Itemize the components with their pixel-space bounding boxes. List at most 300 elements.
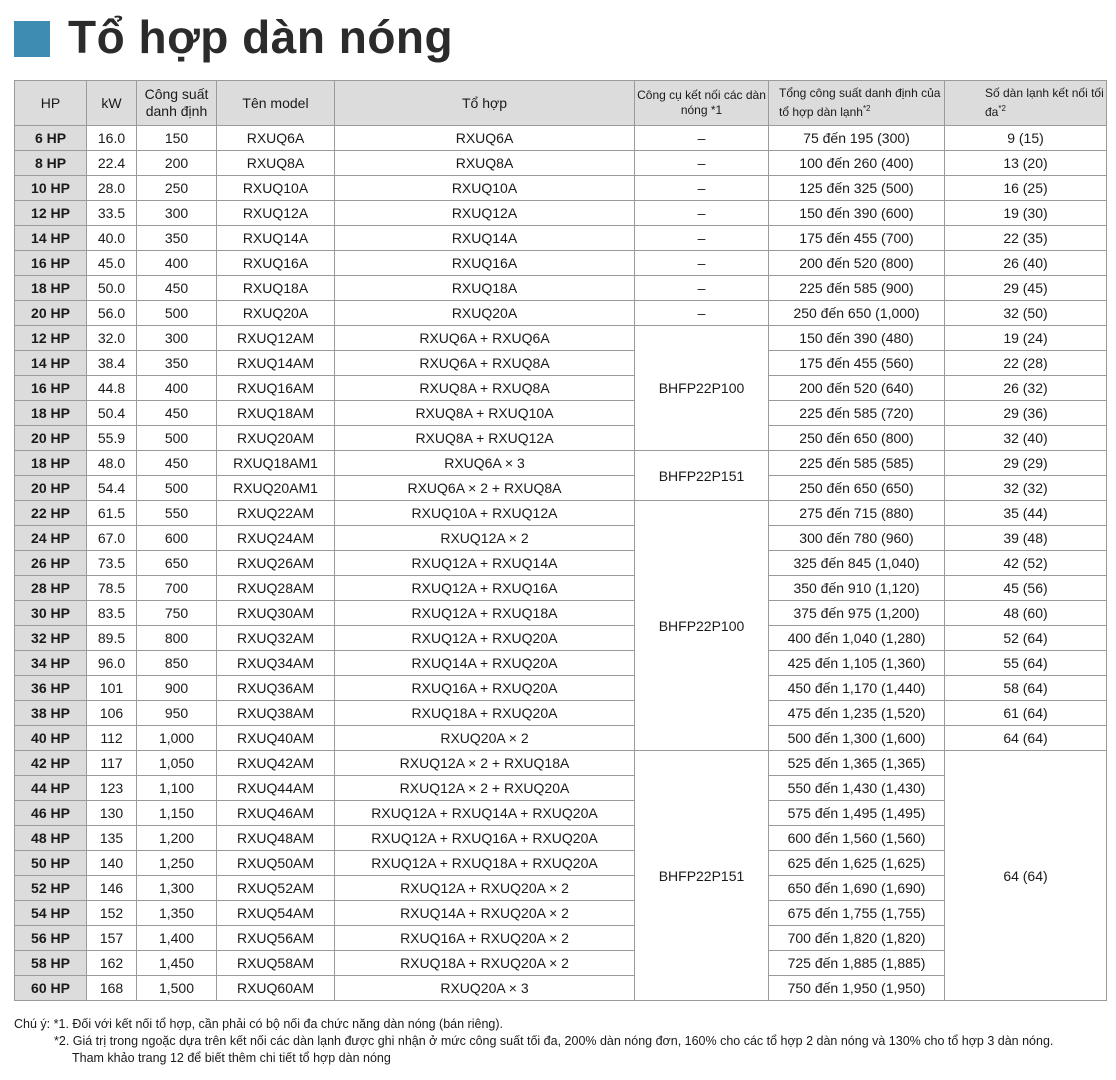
cell-model: RXUQ60AM (217, 976, 335, 1001)
cell-model: RXUQ14A (217, 226, 335, 251)
cell-capacity: 450 (137, 401, 217, 426)
cell-combo: RXUQ10A + RXUQ12A (335, 501, 635, 526)
cell-capacity: 750 (137, 601, 217, 626)
footnote-1 (14, 1016, 1053, 1033)
table-row (15, 201, 1107, 226)
cell-capacity: 1,250 (137, 851, 217, 876)
cell-hp: 10 HP (15, 176, 87, 201)
table-row (15, 426, 1107, 451)
table-row (15, 176, 1107, 201)
table-row (15, 151, 1107, 176)
cell-combo: RXUQ8A + RXUQ10A (335, 401, 635, 426)
cell-total: 250 đến 650 (650) (769, 476, 945, 501)
table-row (15, 401, 1107, 426)
cell-hp: 42 HP (15, 751, 87, 776)
table-row (15, 776, 1107, 801)
cell-total: 250 đến 650 (1,000) (769, 301, 945, 326)
cell-total: 750 đến 1,950 (1,950) (769, 976, 945, 1001)
cell-total: 575 đến 1,495 (1,495) (769, 801, 945, 826)
cell-total: 700 đến 1,820 (1,820) (769, 926, 945, 951)
cell-model: RXUQ18AM (217, 401, 335, 426)
cell-total: 300 đến 780 (960) (769, 526, 945, 551)
cell-capacity: 500 (137, 476, 217, 501)
cell-model: RXUQ6A (217, 126, 335, 151)
table-row (15, 826, 1107, 851)
cell-model: RXUQ26AM (217, 551, 335, 576)
cell-hp: 32 HP (15, 626, 87, 651)
table-row (15, 876, 1107, 901)
cell-kw: 146 (87, 876, 137, 901)
cell-max: 42 (52) (945, 551, 1107, 576)
cell-capacity: 1,200 (137, 826, 217, 851)
cell-capacity: 1,100 (137, 776, 217, 801)
cell-capacity: 200 (137, 151, 217, 176)
cell-capacity: 900 (137, 676, 217, 701)
cell-total: 200 đến 520 (640) (769, 376, 945, 401)
cell-hp: 50 HP (15, 851, 87, 876)
table-row (15, 626, 1107, 651)
cell-tool: BHFP22P151 (635, 451, 769, 501)
cell-combo: RXUQ8A + RXUQ8A (335, 376, 635, 401)
cell-capacity: 1,150 (137, 801, 217, 826)
cell-model: RXUQ18A (217, 276, 335, 301)
cell-model: RXUQ14AM (217, 351, 335, 376)
table-row (15, 451, 1107, 476)
cell-tool: BHFP22P100 (635, 501, 769, 751)
cell-combo: RXUQ12A + RXUQ18A + RXUQ20A (335, 851, 635, 876)
cell-total: 175 đến 455 (560) (769, 351, 945, 376)
cell-combo: RXUQ12A + RXUQ20A × 2 (335, 876, 635, 901)
cell-total: 150 đến 390 (600) (769, 201, 945, 226)
cell-max: 19 (24) (945, 326, 1107, 351)
footnote-2: *2. Giá trị trong ngoặc dựa trên kết nối các dàn lạnh được ghi nhận ở mức công suất tối đa, 200% dàn nóng đơn, 160% cho các tổ hợp 2 dàn nóng và 130% cho tổ hợp 3 dàn nóng. (54, 1034, 1054, 1048)
header-connection-tool-label: Công cụ kết nối các dàn nóng *1 (637, 88, 766, 117)
cell-model: RXUQ44AM (217, 776, 335, 801)
cell-kw: 73.5 (87, 551, 137, 576)
cell-model: RXUQ22AM (217, 501, 335, 526)
cell-tool: – (635, 201, 769, 226)
cell-combo: RXUQ14A + RXUQ20A × 2 (335, 901, 635, 926)
cell-max: 48 (60) (945, 601, 1107, 626)
cell-hp: 34 HP (15, 651, 87, 676)
cell-capacity: 1,300 (137, 876, 217, 901)
cell-kw: 38.4 (87, 351, 137, 376)
cell-hp: 46 HP (15, 801, 87, 826)
cell-hp: 8 HP (15, 151, 87, 176)
cell-tool: BHFP22P151 (635, 751, 769, 1001)
cell-total: 425 đến 1,105 (1,360) (769, 651, 945, 676)
table-row (15, 851, 1107, 876)
cell-max: 32 (50) (945, 301, 1107, 326)
cell-capacity: 450 (137, 276, 217, 301)
cell-total: 125 đến 325 (500) (769, 176, 945, 201)
cell-model: RXUQ56AM (217, 926, 335, 951)
cell-total: 500 đến 1,300 (1,600) (769, 726, 945, 751)
outdoor-combination-table (14, 80, 1107, 1001)
cell-model: RXUQ20AM1 (217, 476, 335, 501)
cell-capacity: 150 (137, 126, 217, 151)
cell-capacity: 1,450 (137, 951, 217, 976)
cell-combo: RXUQ12A × 2 + RXUQ20A (335, 776, 635, 801)
cell-combo: RXUQ6A + RXUQ6A (335, 326, 635, 351)
cell-capacity: 1,050 (137, 751, 217, 776)
table-row (15, 676, 1107, 701)
cell-kw: 96.0 (87, 651, 137, 676)
table-row (15, 726, 1107, 751)
cell-max: 9 (15) (945, 126, 1107, 151)
header-capacity-label: Công suất danh định (144, 86, 209, 119)
footnote-3: Tham khảo trang 12 để biết thêm chi tiết tổ hợp dàn nóng (72, 1051, 391, 1065)
cell-max: 29 (45) (945, 276, 1107, 301)
cell-total: 375 đến 975 (1,200) (769, 601, 945, 626)
cell-kw: 140 (87, 851, 137, 876)
cell-max: 39 (48) (945, 526, 1107, 551)
cell-hp: 22 HP (15, 501, 87, 526)
cell-kw: 16.0 (87, 126, 137, 151)
cell-combo: RXUQ6A + RXUQ8A (335, 351, 635, 376)
cell-tool: – (635, 126, 769, 151)
table-row (15, 801, 1107, 826)
cell-kw: 55.9 (87, 426, 137, 451)
cell-hp: 28 HP (15, 576, 87, 601)
cell-total: 150 đến 390 (480) (769, 326, 945, 351)
cell-capacity: 450 (137, 451, 217, 476)
cell-kw: 50.0 (87, 276, 137, 301)
cell-kw: 112 (87, 726, 137, 751)
cell-kw: 83.5 (87, 601, 137, 626)
cell-combo: RXUQ18A + RXUQ20A × 2 (335, 951, 635, 976)
cell-combo: RXUQ8A + RXUQ12A (335, 426, 635, 451)
cell-kw: 28.0 (87, 176, 137, 201)
cell-combo: RXUQ12A + RXUQ20A (335, 626, 635, 651)
cell-tool: – (635, 276, 769, 301)
cell-hp: 36 HP (15, 676, 87, 701)
cell-model: RXUQ20AM (217, 426, 335, 451)
cell-max: 45 (56) (945, 576, 1107, 601)
cell-capacity: 400 (137, 376, 217, 401)
cell-capacity: 800 (137, 626, 217, 651)
cell-total: 200 đến 520 (800) (769, 251, 945, 276)
cell-combo: RXUQ12A + RXUQ14A + RXUQ20A (335, 801, 635, 826)
cell-kw: 54.4 (87, 476, 137, 501)
cell-capacity: 500 (137, 301, 217, 326)
cell-total: 100 đến 260 (400) (769, 151, 945, 176)
cell-combo: RXUQ18A + RXUQ20A (335, 701, 635, 726)
cell-total: 75 đến 195 (300) (769, 126, 945, 151)
cell-max: 26 (32) (945, 376, 1107, 401)
cell-max: 29 (36) (945, 401, 1107, 426)
cell-combo: RXUQ20A × 3 (335, 976, 635, 1001)
cell-capacity: 1,000 (137, 726, 217, 751)
cell-capacity: 300 (137, 326, 217, 351)
cell-model: RXUQ34AM (217, 651, 335, 676)
header-combination: Tổ hợp (335, 81, 635, 126)
cell-kw: 130 (87, 801, 137, 826)
cell-tool: BHFP22P100 (635, 326, 769, 451)
cell-capacity: 700 (137, 576, 217, 601)
cell-model: RXUQ32AM (217, 626, 335, 651)
cell-capacity: 850 (137, 651, 217, 676)
cell-max: 16 (25) (945, 176, 1107, 201)
cell-max: 64 (64) (945, 726, 1107, 751)
cell-model: RXUQ24AM (217, 526, 335, 551)
cell-kw: 44.8 (87, 376, 137, 401)
cell-combo: RXUQ16A (335, 251, 635, 276)
header-kw: kW (87, 81, 137, 126)
cell-hp: 12 HP (15, 201, 87, 226)
cell-combo: RXUQ14A (335, 226, 635, 251)
cell-max: 52 (64) (945, 626, 1107, 651)
table-row (15, 476, 1107, 501)
page-header (14, 8, 453, 66)
header-max-indoor (945, 81, 1107, 126)
table-row (15, 376, 1107, 401)
table-row (15, 326, 1107, 351)
cell-model: RXUQ42AM (217, 751, 335, 776)
cell-hp: 48 HP (15, 826, 87, 851)
cell-combo: RXUQ12A + RXUQ16A + RXUQ20A (335, 826, 635, 851)
cell-combo: RXUQ12A × 2 + RXUQ18A (335, 751, 635, 776)
table-row (15, 251, 1107, 276)
cell-max: 64 (64) (945, 751, 1107, 1001)
cell-model: RXUQ36AM (217, 676, 335, 701)
cell-max: 32 (40) (945, 426, 1107, 451)
header-hp: HP (15, 81, 87, 126)
cell-max: 22 (28) (945, 351, 1107, 376)
cell-kw: 61.5 (87, 501, 137, 526)
cell-model: RXUQ52AM (217, 876, 335, 901)
cell-hp: 58 HP (15, 951, 87, 976)
cell-max: 58 (64) (945, 676, 1107, 701)
cell-capacity: 950 (137, 701, 217, 726)
cell-model: RXUQ48AM (217, 826, 335, 851)
cell-model: RXUQ30AM (217, 601, 335, 626)
table-row (15, 651, 1107, 676)
table-row (15, 351, 1107, 376)
cell-kw: 106 (87, 701, 137, 726)
cell-max: 22 (35) (945, 226, 1107, 251)
cell-combo: RXUQ10A (335, 176, 635, 201)
cell-hp: 60 HP (15, 976, 87, 1001)
table-row (15, 301, 1107, 326)
cell-capacity: 250 (137, 176, 217, 201)
cell-model: RXUQ28AM (217, 576, 335, 601)
cell-tool: – (635, 151, 769, 176)
cell-combo: RXUQ12A (335, 201, 635, 226)
cell-kw: 50.4 (87, 401, 137, 426)
cell-model: RXUQ18AM1 (217, 451, 335, 476)
cell-max: 13 (20) (945, 151, 1107, 176)
cell-tool: – (635, 301, 769, 326)
cell-total: 550 đến 1,430 (1,430) (769, 776, 945, 801)
cell-hp: 40 HP (15, 726, 87, 751)
cell-total: 225 đến 585 (720) (769, 401, 945, 426)
table-row (15, 901, 1107, 926)
cell-model: RXUQ58AM (217, 951, 335, 976)
cell-hp: 20 HP (15, 426, 87, 451)
cell-model: RXUQ12A (217, 201, 335, 226)
cell-capacity: 600 (137, 526, 217, 551)
cell-total: 675 đến 1,755 (1,755) (769, 901, 945, 926)
cell-combo: RXUQ18A (335, 276, 635, 301)
cell-total: 225 đến 585 (585) (769, 451, 945, 476)
table-body (15, 126, 1107, 1001)
table-row (15, 951, 1107, 976)
header-total-capacity-footnote: *2 (862, 104, 871, 113)
cell-combo: RXUQ14A + RXUQ20A (335, 651, 635, 676)
cell-combo: RXUQ20A (335, 301, 635, 326)
cell-kw: 40.0 (87, 226, 137, 251)
cell-total: 325 đến 845 (1,040) (769, 551, 945, 576)
cell-kw: 32.0 (87, 326, 137, 351)
cell-capacity: 550 (137, 501, 217, 526)
page-title: Tổ hợp dàn nóng (68, 11, 454, 63)
cell-total: 400 đến 1,040 (1,280) (769, 626, 945, 651)
cell-combo: RXUQ12A + RXUQ16A (335, 576, 635, 601)
table-row (15, 701, 1107, 726)
cell-hp: 6 HP (15, 126, 87, 151)
title-marker-square (14, 21, 50, 57)
cell-combo: RXUQ12A × 2 (335, 526, 635, 551)
cell-combo: RXUQ12A + RXUQ18A (335, 601, 635, 626)
table-row (15, 751, 1107, 776)
cell-hp: 54 HP (15, 901, 87, 926)
cell-capacity: 650 (137, 551, 217, 576)
cell-total: 225 đến 585 (900) (769, 276, 945, 301)
cell-total: 350 đến 910 (1,120) (769, 576, 945, 601)
cell-hp: 24 HP (15, 526, 87, 551)
cell-hp: 18 HP (15, 451, 87, 476)
cell-kw: 162 (87, 951, 137, 976)
header-max-indoor-label: Số dàn lạnh kết nối tối đa (985, 86, 1104, 119)
cell-kw: 22.4 (87, 151, 137, 176)
cell-kw: 56.0 (87, 301, 137, 326)
table-row (15, 126, 1107, 151)
cell-max: 35 (44) (945, 501, 1107, 526)
cell-hp: 14 HP (15, 226, 87, 251)
cell-kw: 45.0 (87, 251, 137, 276)
cell-total: 250 đến 650 (800) (769, 426, 945, 451)
cell-combo: RXUQ6A × 3 (335, 451, 635, 476)
cell-total: 725 đến 1,885 (1,885) (769, 951, 945, 976)
cell-model: RXUQ20A (217, 301, 335, 326)
cell-capacity: 1,500 (137, 976, 217, 1001)
cell-kw: 117 (87, 751, 137, 776)
cell-model: RXUQ38AM (217, 701, 335, 726)
cell-combo: RXUQ12A + RXUQ14A (335, 551, 635, 576)
cell-capacity: 350 (137, 351, 217, 376)
cell-total: 525 đến 1,365 (1,365) (769, 751, 945, 776)
cell-combo: RXUQ16A + RXUQ20A × 2 (335, 926, 635, 951)
cell-max: 29 (29) (945, 451, 1107, 476)
cell-tool: – (635, 251, 769, 276)
cell-combo: RXUQ16A + RXUQ20A (335, 676, 635, 701)
header-max-indoor-footnote: *2 (998, 104, 1006, 113)
cell-model: RXUQ16A (217, 251, 335, 276)
cell-model: RXUQ8A (217, 151, 335, 176)
cell-capacity: 500 (137, 426, 217, 451)
footnotes (14, 1016, 1053, 1067)
cell-tool: – (635, 176, 769, 201)
cell-model: RXUQ50AM (217, 851, 335, 876)
table-header-row (15, 81, 1107, 126)
cell-max: 55 (64) (945, 651, 1107, 676)
cell-tool: – (635, 226, 769, 251)
footnote-1-text: *1. Đối với kết nối tổ hợp, cần phải có bộ nối đa chức năng dàn nóng (bán riêng). (53, 1017, 503, 1031)
cell-capacity: 1,350 (137, 901, 217, 926)
cell-capacity: 400 (137, 251, 217, 276)
cell-max: 19 (30) (945, 201, 1107, 226)
table-row (15, 501, 1107, 526)
cell-combo: RXUQ6A × 2 + RXUQ8A (335, 476, 635, 501)
cell-max: 61 (64) (945, 701, 1107, 726)
cell-total: 650 đến 1,690 (1,690) (769, 876, 945, 901)
table-row (15, 576, 1107, 601)
cell-kw: 168 (87, 976, 137, 1001)
cell-hp: 12 HP (15, 326, 87, 351)
cell-hp: 18 HP (15, 401, 87, 426)
cell-kw: 157 (87, 926, 137, 951)
cell-hp: 30 HP (15, 601, 87, 626)
cell-total: 600 đến 1,560 (1,560) (769, 826, 945, 851)
cell-kw: 101 (87, 676, 137, 701)
table-row (15, 601, 1107, 626)
cell-total: 275 đến 715 (880) (769, 501, 945, 526)
cell-max: 32 (32) (945, 476, 1107, 501)
cell-combo: RXUQ20A × 2 (335, 726, 635, 751)
cell-total: 625 đến 1,625 (1,625) (769, 851, 945, 876)
table-row (15, 926, 1107, 951)
cell-total: 175 đến 455 (700) (769, 226, 945, 251)
cell-kw: 135 (87, 826, 137, 851)
cell-capacity: 350 (137, 226, 217, 251)
cell-combo: RXUQ6A (335, 126, 635, 151)
cell-hp: 26 HP (15, 551, 87, 576)
cell-combo: RXUQ8A (335, 151, 635, 176)
cell-hp: 20 HP (15, 476, 87, 501)
cell-max: 26 (40) (945, 251, 1107, 276)
cell-hp: 16 HP (15, 376, 87, 401)
cell-capacity: 300 (137, 201, 217, 226)
cell-model: RXUQ54AM (217, 901, 335, 926)
cell-kw: 152 (87, 901, 137, 926)
cell-kw: 33.5 (87, 201, 137, 226)
cell-capacity: 1,400 (137, 926, 217, 951)
cell-hp: 16 HP (15, 251, 87, 276)
cell-hp: 38 HP (15, 701, 87, 726)
cell-total: 475 đến 1,235 (1,520) (769, 701, 945, 726)
table-row (15, 976, 1107, 1001)
table-row (15, 551, 1107, 576)
footnote-label: Chú ý: (14, 1017, 51, 1031)
cell-hp: 14 HP (15, 351, 87, 376)
table-row (15, 226, 1107, 251)
cell-kw: 78.5 (87, 576, 137, 601)
cell-hp: 20 HP (15, 301, 87, 326)
header-total-capacity-label: Tổng công suất danh định của tổ hợp dàn lạnh (779, 86, 941, 119)
cell-model: RXUQ12AM (217, 326, 335, 351)
cell-total: 450 đến 1,170 (1,440) (769, 676, 945, 701)
table-row (15, 526, 1107, 551)
cell-kw: 48.0 (87, 451, 137, 476)
table-row (15, 276, 1107, 301)
header-model: Tên model (217, 81, 335, 126)
cell-hp: 52 HP (15, 876, 87, 901)
cell-hp: 18 HP (15, 276, 87, 301)
header-connection-tool (635, 81, 769, 126)
cell-model: RXUQ10A (217, 176, 335, 201)
cell-hp: 44 HP (15, 776, 87, 801)
